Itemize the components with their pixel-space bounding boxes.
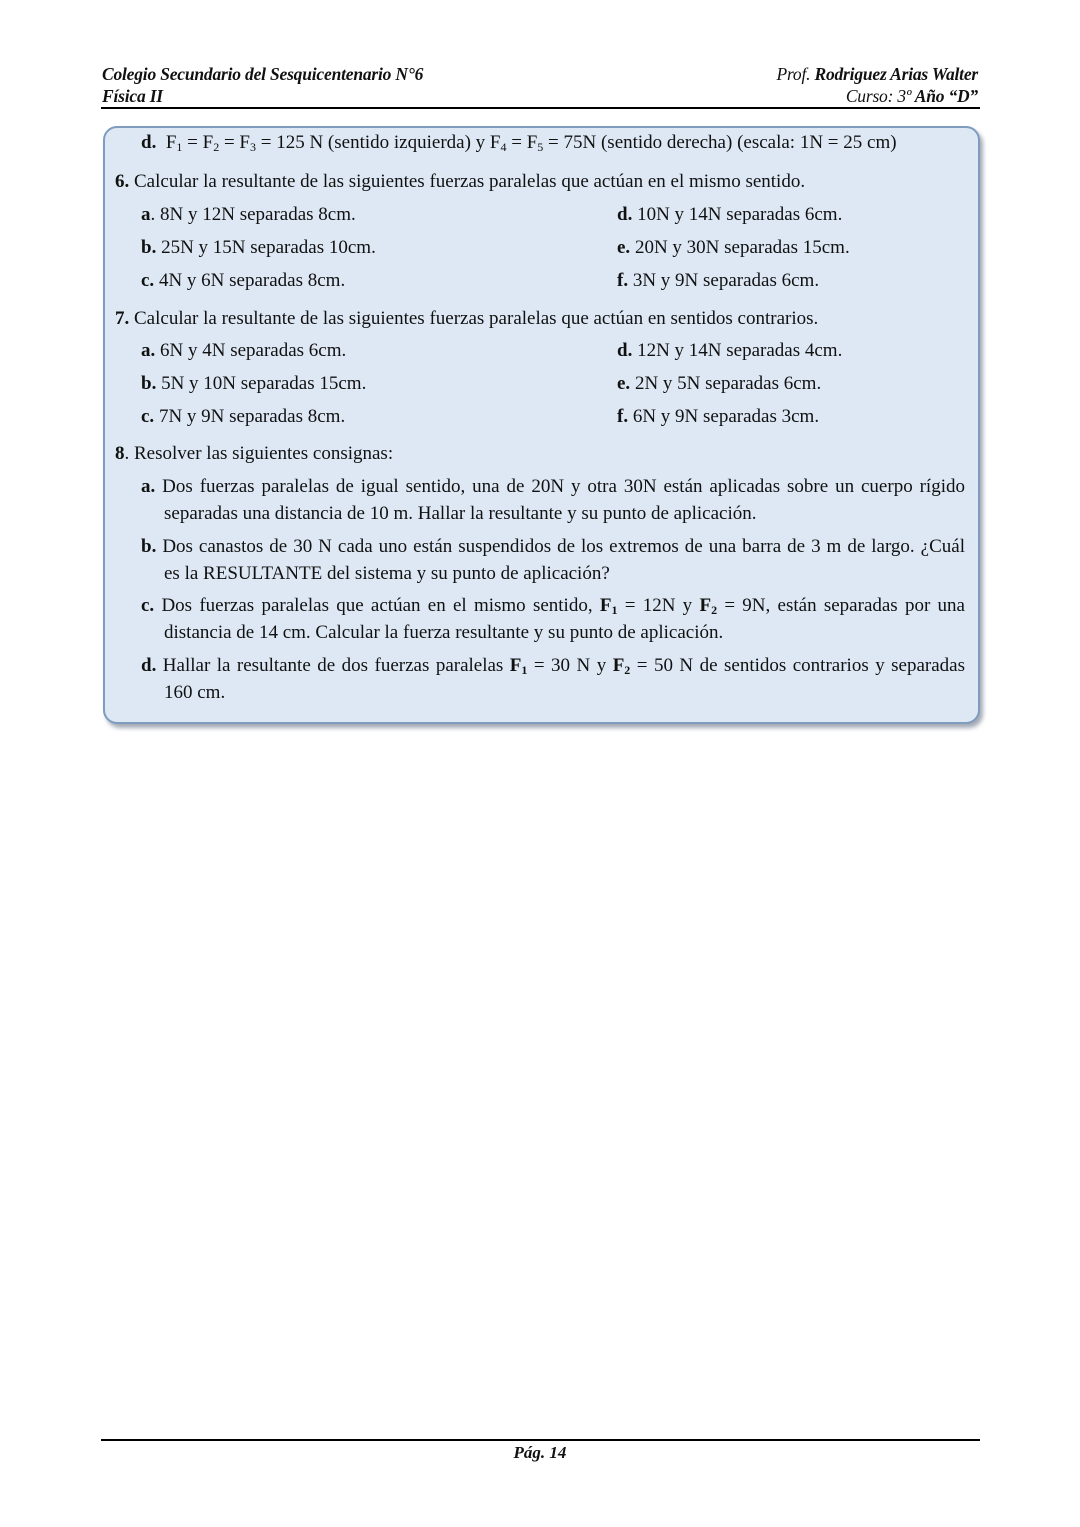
school-name: Colegio Secundario del Sesquicentenario N°6 [102,64,424,84]
exercise-8-title: 8. Resolver las siguientes consignas: [115,443,394,464]
course-prefix: Curso: 3º [845,86,912,106]
prof-prefix: Prof. [776,64,811,84]
exercise-7e: e. 2N y 5N separadas 6cm. [617,373,822,394]
exercise-6f: f. 3N y 9N separadas 6cm. [617,270,820,291]
exercise-6-title: 6. Calcular la resultante de las siguientes fuerzas paralelas que actúan en el mismo sentido. [115,171,806,192]
exercise-6a: a. 8N y 12N separadas 8cm. [141,204,356,225]
exercise-6b: b. 25N y 15N separadas 10cm. [141,237,376,258]
header-rule [101,107,980,109]
footer-rule [101,1439,980,1441]
exercise-7-title: 7. Calcular la resultante de las siguientes fuerzas paralelas que actúan en sentidos contrarios. [115,308,819,329]
exercise-8d-cont: 160 cm. [164,682,226,703]
exercise-8a-cont: separadas una distancia de 10 m. Hallar la resultante y su punto de aplicación. [164,503,757,524]
exercise-8b: b. Dos canastos de 30 N cada uno están suspendidos de los extremos de una barra de 3 m de largo. ¿Cuál [141,536,965,557]
exercise-5d: d. $F_1 = F_2 = F_3 = 125$ N (sentido izquierda) y $F_4 = F_5 = 75N$ (sentido derecha) (escala: 1N = 25 cm) [141,132,897,154]
professor [776,64,978,85]
exercise-8b-cont: es la RESULTANTE del sistema y su punto de aplicación? [164,563,610,584]
exercise-6e: e. 20N y 30N separadas 15cm. [617,237,850,258]
exercise-8c-cont: distancia de 14 cm. Calcular la fuerza resultante y su punto de aplicación. [164,622,724,643]
prof-name: Rodriguez Arias Walter [814,64,978,84]
exercise-7a: a. 6N y 4N separadas 6cm. [141,340,347,361]
exercise-7f: f. 6N y 9N separadas 3cm. [617,406,820,427]
exercise-7c: c. 7N y 9N separadas 8cm. [141,406,346,427]
course-value: Año “D” [914,86,978,106]
exercise-6c: c. 4N y 6N separadas 8cm. [141,270,346,291]
exercise-8c: c. Dos fuerzas paralelas que actúan en el mismo sentido, $F_1 = 12N$ y $F_2 = 9N$, están separadas por una [141,595,965,617]
exercise-6d: d. 10N y 14N separadas 6cm. [617,204,843,225]
exercise-8a: a. Dos fuerzas paralelas de igual sentido, una de 20N y otra 30N están aplicadas sobre un cuerpo rígido [141,476,965,497]
page-number: Pág. 14 [513,1443,567,1462]
exercise-7d: d. 12N y 14N separadas 4cm. [617,340,843,361]
item-label: d. [141,132,157,153]
exercise-7b: b. 5N y 10N separadas 15cm. [141,373,367,394]
course [846,86,978,107]
subject-name: Física II [102,86,163,106]
exercise-8d: d. Hallar la resultante de dos fuerzas paralelas $F_1 = 30$ N y $F_2 = 50$ N de sentidos contrarios y separadas [141,655,966,677]
